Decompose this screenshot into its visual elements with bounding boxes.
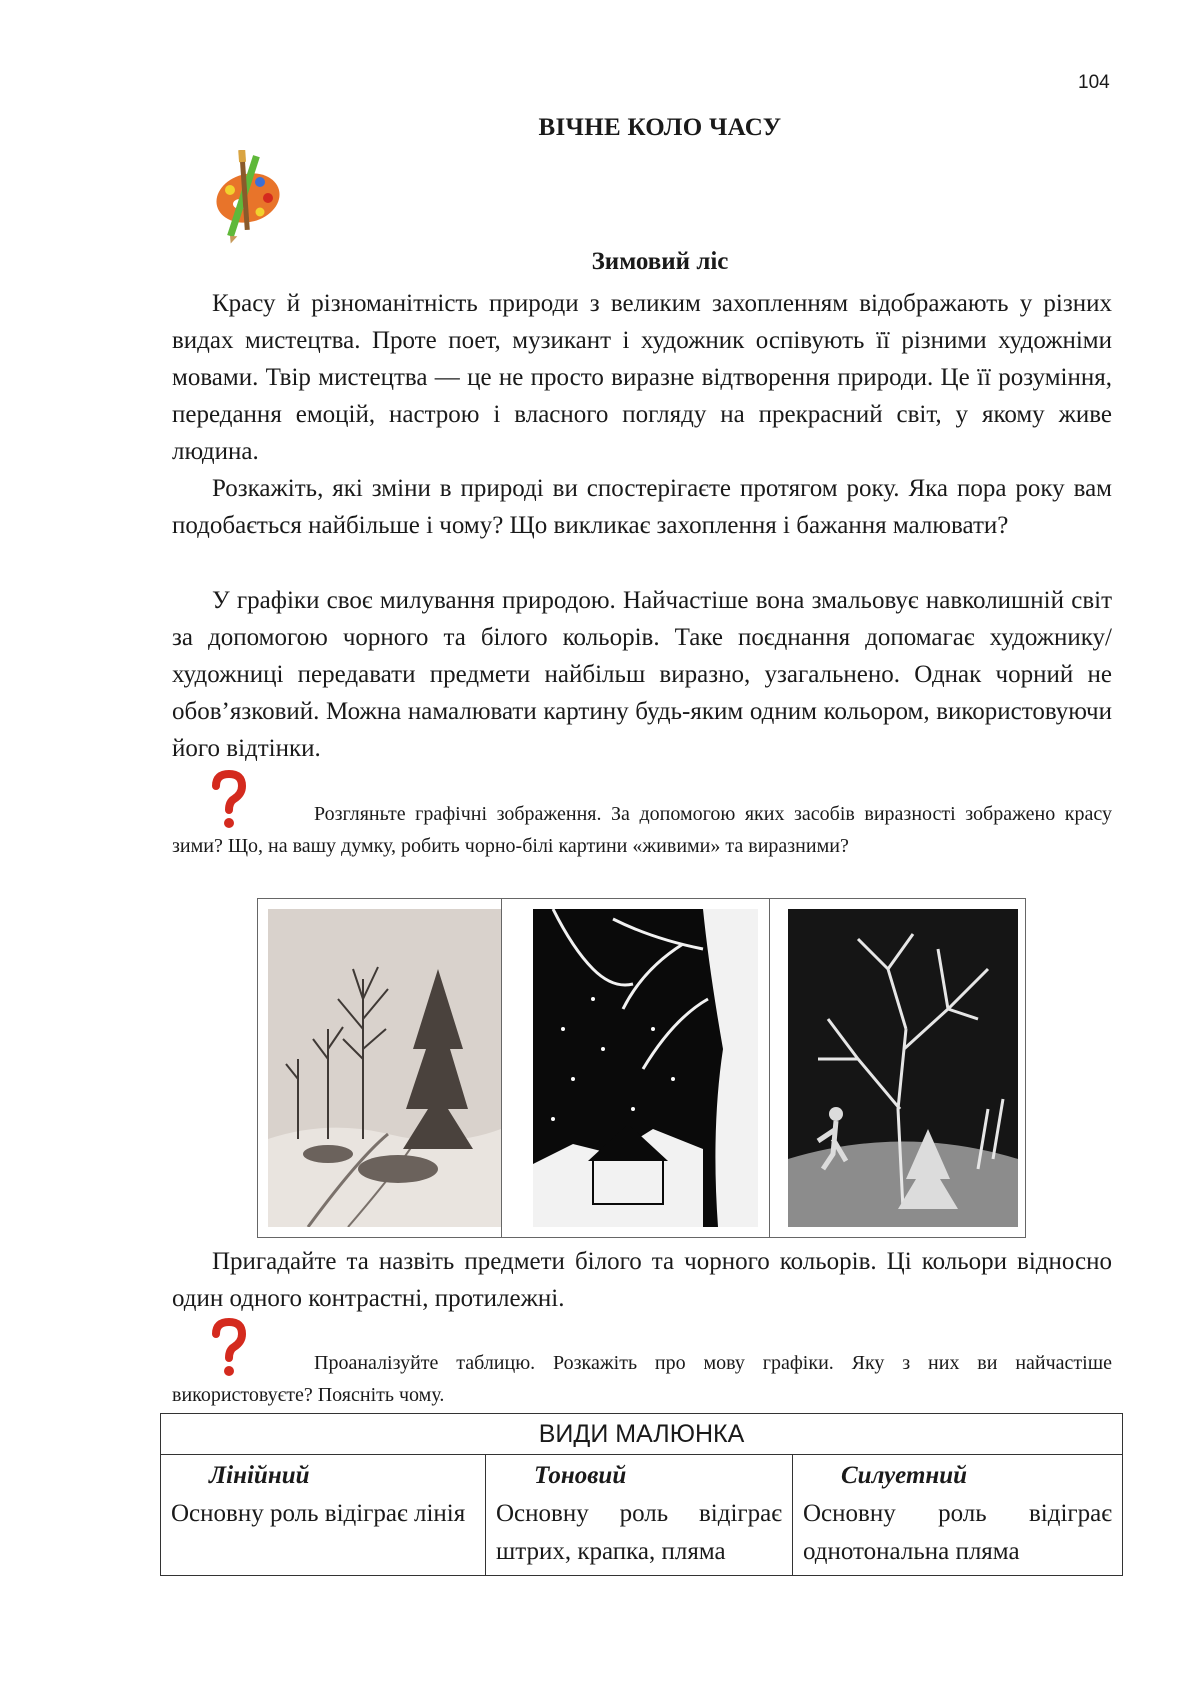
column-title: Силуетний <box>841 1462 968 1489</box>
column-description: Основну роль відіграє лінія <box>171 1500 466 1527</box>
column-description: Основну роль відіграє штрих, крапка, пляма <box>496 1500 782 1565</box>
question-text-1 <box>172 798 1112 862</box>
winter-forest-sketch-image <box>268 909 501 1227</box>
drawing-types-table <box>160 1413 1123 1576</box>
page-number: 104 <box>1078 72 1110 93</box>
paragraph-graphics: У графіки своє милування природою. Найчастіше вона змальовує навколишній світ за допомогою чорного та білого кольорів. Таке поєднання допомагає художнику/художниці передавати предмети найбільш виразно, узагальнено. Однак чорний не обов’язковий. Можна намалювати картину будь-яким одним кольором, використовуючи його відтінки. <box>172 587 1112 762</box>
column-title: Тоновий <box>534 1462 627 1489</box>
paragraph-seasons: Розкажіть, які зміни в природі ви спостерігаєте протягом року. Яка пора року вам подобається найбільше і чому? Що викликає захоплення і бажання малювати? <box>172 475 1112 539</box>
section-subtitle: Зимовий ліс <box>591 248 729 275</box>
palette-brush-pencil-icon <box>210 150 290 245</box>
question-1-text: Розгляньте графічні зображення. За допомогою яких засобів виразності зображено красу зими? Що, на вашу думку, робить чорно-білі картини «живими» та виразними? <box>172 803 1112 857</box>
column-title: Лінійний <box>209 1462 310 1489</box>
column-description: Основну роль відіграє однотональна пляма <box>803 1500 1112 1565</box>
paragraph-intro: Красу й різноманітність природи з великим захопленням відображають у різних видах мистецтва. Проте поет, музикант і художник оспівують її різними художніми мовами. Твір мистецтва — це не просто виразне відтворення природи. Це її розуміння, передання емоцій, настрою і власного погляду на прекрасний світ, у якому живе людина. <box>172 290 1112 465</box>
table-column-tonal <box>486 1455 793 1576</box>
table-header: ВИДИ МАЛЮНКА <box>161 1414 1123 1455</box>
page-title: ВІЧНЕ КОЛО ЧАСУ <box>538 114 782 141</box>
question-2-text: Проаналізуйте таблицю. Розкажіть про мову графіки. Яку з них ви найчастіше використовуєте? Поясніть чому. <box>172 1352 1112 1406</box>
table-column-silhouette <box>793 1455 1123 1576</box>
night-tree-scratchboard-image <box>788 909 1018 1227</box>
night-winter-silhouette-image <box>533 909 758 1227</box>
table-column-linear <box>161 1455 486 1576</box>
image-gallery <box>257 898 1026 1238</box>
question-text-2 <box>172 1347 1112 1411</box>
paragraph-contrast: Пригадайте та назвіть предмети білого та чорного кольорів. Ці кольори відносно один одного контрастні, протилежні. <box>172 1248 1112 1312</box>
